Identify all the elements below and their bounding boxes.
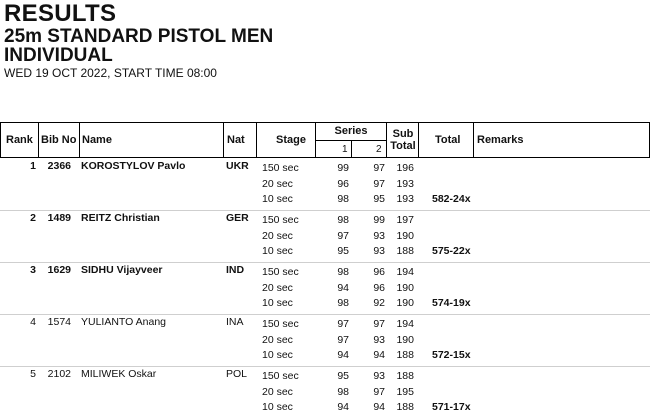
athlete-nat: POL — [226, 368, 248, 380]
stage-label: 10 sec — [262, 297, 293, 309]
stage-label: 150 sec — [262, 370, 299, 382]
sub-total: 190 — [396, 297, 414, 309]
results-header — [4, 2, 273, 80]
sub-total: 188 — [396, 370, 414, 382]
col-series-title: Series — [334, 125, 368, 137]
athlete-rank: 4 — [30, 316, 36, 328]
series-2-score: 99 — [373, 214, 385, 226]
athlete-total: 572-15x — [432, 349, 471, 361]
stage-label: 10 sec — [262, 245, 293, 257]
col-name: Name — [82, 134, 112, 146]
table-header — [0, 122, 650, 158]
series-1-score: 95 — [337, 245, 349, 257]
series-1-score: 97 — [337, 334, 349, 346]
athlete-bib: 2102 — [47, 368, 71, 380]
athlete-rank: 2 — [30, 212, 36, 224]
col-stage: Stage — [276, 134, 306, 146]
athlete-row — [0, 368, 650, 420]
series-2-score: 97 — [373, 178, 385, 190]
col-bib: Bib No — [41, 134, 77, 146]
row-separator — [0, 366, 650, 367]
athlete-name: SIDHU Vijayveer — [81, 264, 163, 276]
col-series-sub — [316, 140, 386, 158]
series-1-score: 96 — [337, 178, 349, 190]
athlete-rank: 1 — [30, 160, 36, 172]
series-1-score: 97 — [337, 230, 349, 242]
series-2-score: 92 — [373, 297, 385, 309]
sub-total: 188 — [396, 349, 414, 361]
event-title: 25m STANDARD PISTOL MEN — [4, 26, 274, 47]
col-divider — [256, 123, 257, 157]
col-divider — [351, 141, 352, 158]
series-1-score: 98 — [337, 386, 349, 398]
athlete-nat: UKR — [226, 160, 249, 172]
athlete-name: REITZ Christian — [81, 212, 160, 224]
event-category: INDIVIDUAL — [4, 45, 113, 66]
sub-total: 188 — [396, 245, 414, 257]
athlete-nat: GER — [226, 212, 249, 224]
col-divider — [223, 123, 224, 157]
col-rank: Rank — [6, 134, 33, 146]
sub-total: 190 — [396, 282, 414, 294]
col-subtotal — [389, 123, 417, 157]
sub-total: 190 — [396, 230, 414, 242]
col-series — [316, 123, 386, 157]
stage-label: 10 sec — [262, 193, 293, 205]
athlete-total: 574-19x — [432, 297, 471, 309]
col-subtotal-line2: Total — [390, 140, 416, 152]
series-2-score: 93 — [373, 334, 385, 346]
series-1-score: 98 — [337, 266, 349, 278]
series-2-score: 93 — [373, 230, 385, 242]
series-2-score: 94 — [373, 349, 385, 361]
stage-label: 20 sec — [262, 386, 293, 398]
series-2-score: 96 — [373, 282, 385, 294]
sub-total: 190 — [396, 334, 414, 346]
sub-total: 196 — [396, 162, 414, 174]
series-1-score: 99 — [337, 162, 349, 174]
series-1-score: 94 — [337, 349, 349, 361]
athlete-total: 582-24x — [432, 193, 471, 205]
col-divider — [38, 123, 39, 157]
col-subtotal-line1: Sub — [392, 128, 414, 140]
athlete-bib: 1489 — [47, 212, 71, 224]
col-series-2: 2 — [376, 144, 382, 155]
athlete-name: YULIANTO Anang — [81, 316, 167, 328]
series-2-score: 95 — [373, 193, 385, 205]
athlete-row — [0, 160, 650, 212]
col-divider — [473, 123, 474, 157]
athlete-row — [0, 212, 650, 264]
athlete-row — [0, 316, 650, 368]
series-2-score: 97 — [373, 386, 385, 398]
athlete-nat: IND — [226, 264, 245, 276]
series-1-score: 97 — [337, 318, 349, 330]
col-remarks: Remarks — [477, 134, 524, 146]
col-divider — [79, 123, 80, 157]
athlete-name: MILIWEK Oskar — [81, 368, 157, 380]
series-1-score: 98 — [337, 297, 349, 309]
sub-total: 188 — [396, 401, 414, 413]
athlete-rank: 5 — [30, 368, 36, 380]
stage-label: 20 sec — [262, 230, 293, 242]
stage-label: 150 sec — [262, 162, 299, 174]
sub-total: 193 — [396, 178, 414, 190]
sub-total: 195 — [396, 386, 414, 398]
col-divider — [386, 123, 387, 157]
stage-label: 150 sec — [262, 266, 299, 278]
stage-label: 150 sec — [262, 318, 299, 330]
series-2-score: 97 — [373, 318, 385, 330]
athlete-total: 571-17x — [432, 401, 471, 413]
athlete-name: KOROSTYLOV Pavlo — [81, 160, 186, 172]
row-separator — [0, 314, 650, 315]
series-2-score: 96 — [373, 266, 385, 278]
series-2-score: 93 — [373, 245, 385, 257]
series-1-score: 94 — [337, 401, 349, 413]
col-nat: Nat — [227, 134, 245, 146]
event-datetime: WED 19 OCT 2022, START TIME 08:00 — [4, 66, 217, 80]
athlete-bib: 1629 — [47, 264, 71, 276]
series-1-score: 94 — [337, 282, 349, 294]
series-2-score: 93 — [373, 370, 385, 382]
athlete-nat: INA — [226, 316, 244, 328]
sub-total: 194 — [396, 266, 414, 278]
sub-total: 194 — [396, 318, 414, 330]
series-1-score: 98 — [337, 214, 349, 226]
series-2-score: 94 — [373, 401, 385, 413]
sub-total: 197 — [396, 214, 414, 226]
col-series-1: 1 — [342, 144, 348, 155]
stage-label: 20 sec — [262, 178, 293, 190]
athlete-bib: 1574 — [47, 316, 71, 328]
stage-label: 20 sec — [262, 334, 293, 346]
series-2-score: 97 — [373, 162, 385, 174]
row-separator — [0, 262, 650, 263]
stage-label: 150 sec — [262, 214, 299, 226]
athlete-total: 575-22x — [432, 245, 471, 257]
stage-label: 10 sec — [262, 349, 293, 361]
col-divider — [418, 123, 419, 157]
row-separator — [0, 210, 650, 211]
athlete-bib: 2366 — [47, 160, 71, 172]
series-1-score: 95 — [337, 370, 349, 382]
col-total: Total — [435, 134, 461, 146]
athlete-rank: 3 — [30, 264, 36, 276]
athlete-row — [0, 264, 650, 316]
series-1-score: 98 — [337, 193, 349, 205]
page-title: RESULTS — [4, 0, 117, 27]
sub-total: 193 — [396, 193, 414, 205]
stage-label: 20 sec — [262, 282, 293, 294]
stage-label: 10 sec — [262, 401, 293, 413]
